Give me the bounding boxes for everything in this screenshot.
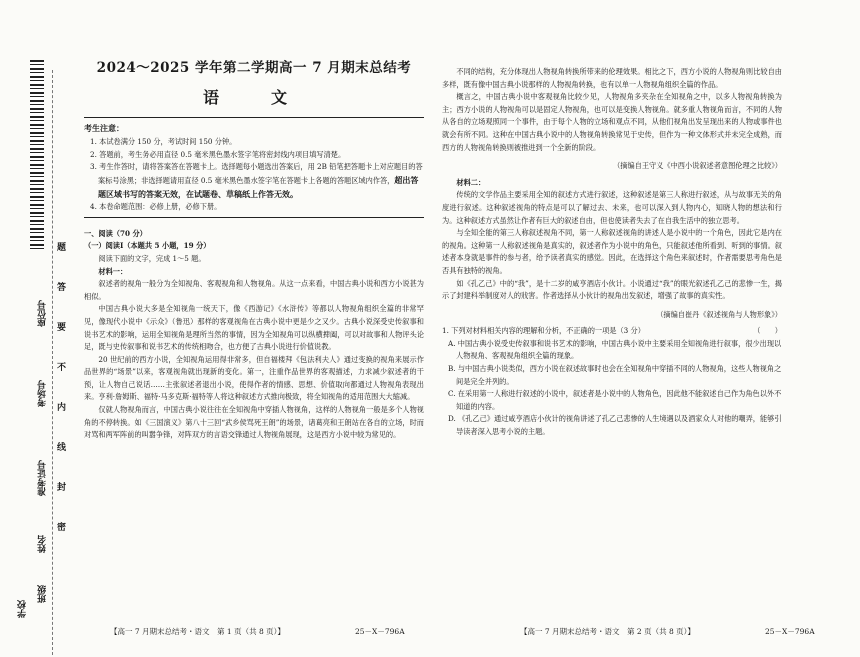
paragraph: 20 世纪前的西方小说，全知视角运用得非常多，但自福楼拜《包法利夫人》通过变换的视角来展示作品世界的“场景”以来，客观视角就出现新的变化。第一，注重作品世界的客观描述，力求减少叙述者的干预，让人物自己说话……主张叙述者退出小说，使得作者的情感、思想、价值取向都通过人物视角表现出来。亨利·詹姆斯、福特·马多克斯·福特等人将这种叙述方式推向极致，将全知视角的适用范围大大缩减。 bbox=[84, 354, 424, 402]
barcode bbox=[30, 60, 44, 250]
field-ticket: 准考证号 bbox=[38, 460, 48, 496]
question-stem: 1. 下列对材料相关内容的理解和分析，不正确的一项是（3 分） bbox=[442, 326, 645, 336]
field-school: 学校 bbox=[18, 600, 28, 618]
seal-line bbox=[52, 70, 53, 655]
notice-item: 3. 考生作答时，请将答案答在答题卡上。选择题每小题选出答案后，用 2B 铅笔把答题卡上对应题目的答案标号涂黑；非选择题请用直径 0.5 毫米黑色墨水签字笔在答题卡上各题的答题区域内作答，超出答题区域书写的答案无效，在试题卷、草稿纸上作答无效。 bbox=[90, 162, 423, 199]
instructions: 阅读下面的文字，完成 1～5 题。 bbox=[98, 253, 206, 263]
question-1 bbox=[442, 325, 782, 338]
left-column bbox=[84, 60, 424, 442]
option-c: C. 在采用第一人称进行叙述的小说中，叙述者是小说中的人物角色，因此他不能叙述自己作为角色以外不知道的内容。 bbox=[448, 389, 782, 411]
notice-item: 4. 本卷命题范围：必修上册，必修下册。 bbox=[90, 202, 222, 212]
subject-title: 语 文 bbox=[202, 88, 305, 107]
paragraph: 叙述者的视角一般分为全知视角、客观视角和人物视角。从这一点来看，中国古典小说和西方小说甚为相似。 bbox=[84, 279, 424, 301]
material-label: 材料一： bbox=[98, 266, 128, 276]
seal-char: 要 bbox=[57, 323, 67, 333]
notice-item: 1. 本试卷满分 150 分，考试时间 150 分钟。 bbox=[90, 137, 237, 147]
notice-emphasis: 超出答题区域书写的答案无效，在试题卷、草稿纸上作答无效。 bbox=[98, 174, 419, 199]
notice-item: 2. 答题前，考生务必用直径 0.5 毫米黑色墨水签字笔将密封线内项目填写清楚。 bbox=[90, 149, 346, 159]
footer-code-right: 25－X－796A bbox=[765, 627, 815, 636]
field-name: 姓名 bbox=[38, 535, 48, 553]
field-seat: 座位号 bbox=[38, 300, 48, 327]
option-b: B. 与中国古典小说类似，西方小说在叙述故事时也会在全知视角中穿插不同的人物视角，这些人物视角之间是完全并列的。 bbox=[448, 364, 782, 386]
seal-char: 封 bbox=[57, 483, 67, 493]
exam-title: 2024～2025 学年第二学期高一 7 月期末总结考 bbox=[96, 60, 412, 76]
binding-margin bbox=[0, 0, 72, 657]
field-exam-room: 考场号 bbox=[38, 380, 48, 407]
paragraph: 不同的结构，充分体现出人物视角转换所带来的伦理效果。相比之下，西方小说的人物视角则比较自由多样，既有像中国古典小说那样的人物视角转换，也有以单一人物视角组织全篇的作品。 bbox=[442, 67, 782, 89]
notice-box bbox=[84, 117, 424, 218]
material-label: 材料二： bbox=[456, 177, 486, 187]
seal-char: 线 bbox=[57, 443, 67, 453]
seal-char: 内 bbox=[57, 403, 67, 413]
right-column bbox=[442, 66, 782, 439]
footer-code-left: 25－X－796A bbox=[355, 627, 405, 636]
paragraph: 中国古典小说大多是全知视角一统天下，像《西游记》《水浒传》等都以人物视角组织全篇的非常罕见，像现代小说中《示众》（鲁迅）那样的客观视角在古典小说中更是少之又少。古典小说深受史传叙事和说书艺术的影响，运用全知视角是理所当然的事情，因为全知视角可以纵横捭阖，可以对故事和人物评头论足，既与史传叙事和说书艺术的传统相吻合，也方便了古典小说进行价值说教。 bbox=[84, 304, 424, 352]
field-class: 班级 bbox=[38, 585, 48, 603]
notice-title: 考生注意： bbox=[84, 122, 124, 133]
source-citation: （摘编自王守义《中西小说叙述者意图伦理之比较》） bbox=[613, 161, 782, 171]
footer-left: 【高一 7 月期末总结考・语文 第 1 页（共 8 页）】 bbox=[110, 627, 285, 636]
paragraph: 与全知全能的第三人称叙述视角不同，第一人称叙述视角的讲述人是小说中的一个角色，因此它是内在的视角。这种第一人称叙述视角是真实的，叙述者作为小说中的角色，只能叙述他所看到、听到的事情。叙述者本身就是事件的参与者，给予读者真实的感觉。因此，在选择这个角色来叙述时，作者需要思考角色是否具有独特的视角。 bbox=[442, 228, 782, 275]
seal-char: 不 bbox=[57, 363, 67, 373]
answer-blank: （ ） bbox=[753, 326, 782, 336]
option-d: D. 《孔乙己》通过咸亨酒店小伙计的视角讲述了孔乙己悲惨的人生境遇以及酒家众人对他的嘲弄，能够引导读者深入思考小说的主题。 bbox=[448, 414, 782, 437]
seal-char: 密 bbox=[57, 523, 67, 533]
footer-right: 【高一 7 月期末总结考・语文 第 2 页（共 8 页）】 bbox=[520, 627, 695, 636]
paragraph: 概言之，中国古典小说中客观视角比较少见，人物视角多夹杂在全知视角之中，以多人物视角转换为主；西方小说的人物视角可以是固定人物视角，也可以是变换人物视角。就多重人物视角而言，不同的人物从各自的立场观照同一个事件，由于每个人物的立场和观点不同，从他们视角出发呈现出来的人物或事件也就会有所不同。这种在中国古典小说中的人物视角转换常见于史传，但作为一种文体形式并未完全成熟，而西方的人物视角转换则被推进到一个全新的阶段。 bbox=[442, 92, 782, 152]
paragraph: 如《孔乙己》中的“我”，是十二岁的咸亨酒店小伙计。小说通过“我”的眼光叙述孔乙己的悲惨一生，揭示了封建科举制度对人的戕害。作者选择从小伙计的视角出发叙述，增强了故事的真实性。 bbox=[442, 278, 782, 301]
option-a: A. 中国古典小说受史传叙事和说书艺术的影响，中国古典小说中主要采用全知视角进行叙事，很少出现以人物视角、客观视角组织全篇的现象。 bbox=[448, 338, 782, 361]
seal-char: 答 bbox=[57, 283, 67, 293]
paragraph: 仅就人物视角而言，中国古典小说往往在全知视角中穿插人物视角，这样的人物视角一般是多个人物视角的不停转换。如《三国演义》第八十三回“武乡侯骂死王朗”的场景，诸葛亮和王朗站在各自的立场，时而对骂和两军阵前的叫嚣争锋，对阵双方的言语交锋通过人物视角展现，这是西方小说中较为常见的。 bbox=[84, 405, 424, 440]
section-heading: 一、阅读（70 分） bbox=[84, 228, 147, 238]
seal-char: 题 bbox=[57, 243, 67, 253]
source-citation: （摘编自崔丹《叙述视角与人物形象》） bbox=[656, 309, 782, 319]
subsection-heading: （一）阅读Ⅰ（本题共 5 小题，19 分） bbox=[84, 241, 211, 251]
paragraph: 传统的文学作品主要采用全知的叙述方式进行叙述，这种叙述是第三人称进行叙述，从与故事无关的角度进行叙述。这种叙述视角的特点是可以了解过去、未来，也可以深入到人物内心，知晓人物的想法和行为。这种叙述方式虽然让作者有巨大的叙述自由，但也使读者失去了在自我生活中的独立思考。 bbox=[442, 190, 782, 225]
